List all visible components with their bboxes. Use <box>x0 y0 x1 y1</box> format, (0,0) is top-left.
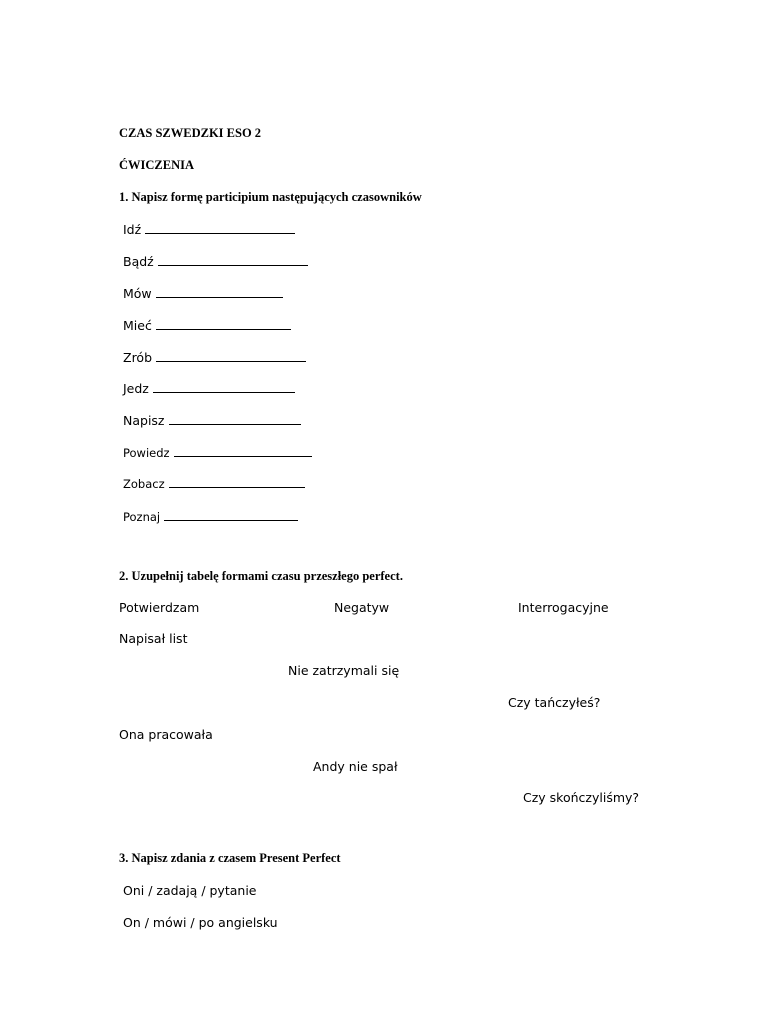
verb-label: Poznaj <box>123 510 161 524</box>
verb-label: Bądź <box>123 254 154 269</box>
exercise-3-item: Oni / zadają / pytanie <box>123 883 257 898</box>
exercise-1-heading: 1. Napisz formę participium następujących czasowników <box>119 190 422 204</box>
verb-label: Idź <box>123 222 142 237</box>
answer-blank <box>156 317 291 330</box>
document-subtitle: ĆWICZENIA <box>119 158 195 172</box>
table-entry: Nie zatrzymali się <box>288 663 400 678</box>
exercise-1-item <box>123 285 283 301</box>
verb-label: Napisz <box>123 413 165 428</box>
verb-label: Mieć <box>123 318 152 333</box>
answer-blank <box>145 221 295 234</box>
exercise-3-item: On / mówi / po angielsku <box>123 915 278 930</box>
document-title: CZAS SZWEDZKI ESO 2 <box>119 126 262 140</box>
verb-label: Jedz <box>123 381 149 396</box>
exercise-1-item <box>123 221 295 237</box>
answer-blank <box>156 285 283 298</box>
exercise-1-item <box>123 380 295 396</box>
answer-blank <box>158 253 308 266</box>
exercise-1-item <box>123 317 291 333</box>
answer-blank <box>169 412 301 425</box>
exercise-1-item <box>123 349 306 365</box>
verb-label: Zrób <box>123 350 153 365</box>
column-header-negative: Negatyw <box>334 600 390 615</box>
table-entry: Czy skończyliśmy? <box>523 790 640 805</box>
verb-label: Mów <box>123 286 152 301</box>
verb-label: Powiedz <box>123 446 170 460</box>
answer-blank <box>164 508 298 521</box>
column-header-affirmative: Potwierdzam <box>119 600 200 615</box>
column-header-interrogative: Interrogacyjne <box>518 600 609 615</box>
exercise-1-item <box>123 253 308 269</box>
table-entry: Ona pracowała <box>119 727 213 742</box>
exercise-1-item <box>123 475 305 491</box>
exercise-2-heading: 2. Uzupełnij tabelę formami czasu przeszłego perfect. <box>119 569 403 583</box>
exercise-1-item <box>123 444 312 460</box>
table-entry: Czy tańczyłeś? <box>508 695 601 710</box>
table-entry: Andy nie spał <box>313 759 398 774</box>
exercise-3-heading: 3. Napisz zdania z czasem Present Perfect <box>119 851 341 865</box>
exercise-1-item <box>123 508 298 524</box>
verb-label: Zobacz <box>123 477 165 491</box>
exercise-1-item <box>123 412 301 428</box>
answer-blank <box>156 349 306 362</box>
answer-blank <box>174 444 312 457</box>
table-entry: Napisał list <box>119 631 188 646</box>
answer-blank <box>169 475 305 488</box>
answer-blank <box>153 380 295 393</box>
